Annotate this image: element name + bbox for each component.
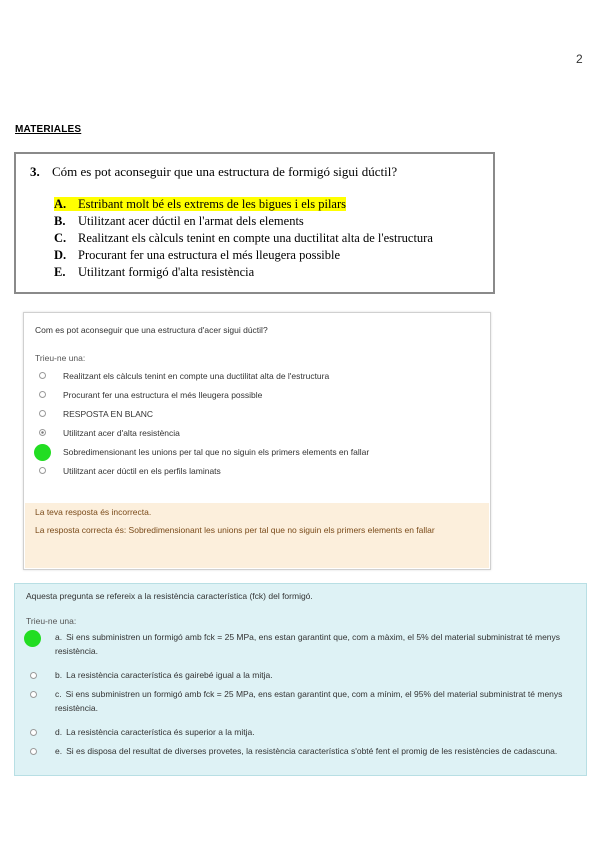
radio-button[interactable] bbox=[39, 467, 46, 474]
feedback-incorrect: La teva resposta és incorrecta. bbox=[35, 507, 152, 517]
quiz-option-selected[interactable] bbox=[37, 424, 369, 443]
exam-question bbox=[30, 164, 397, 180]
quiz-option[interactable] bbox=[27, 668, 577, 687]
quiz-options bbox=[27, 630, 577, 774]
radio-button[interactable] bbox=[39, 410, 46, 417]
exam-option-a bbox=[54, 196, 433, 213]
quiz-option-label: Si ens subministren un formigó amb fck = 25 MPa, ens estan garantint que, com a màxim, el 5% del material subministrat té menys resistència. bbox=[55, 632, 561, 656]
radio-button-checked[interactable] bbox=[39, 429, 46, 436]
exam-option-e bbox=[54, 264, 433, 281]
quiz-option-label: La resistència característica és gairebé igual a la mitja. bbox=[66, 670, 273, 680]
exam-option-text: Procurant fer una estructura el més lleugera possible bbox=[78, 248, 341, 262]
exam-option-text: Utilitzant formigó d'alta resistència bbox=[78, 265, 255, 279]
quiz-prompt: Trieu-ne una: bbox=[26, 616, 77, 626]
quiz-option-label: Si ens subministren un formigó amb fck = 25 MPa, ens estan garantint que, com a mínim, el 95% del material subministrat té menys resistència. bbox=[55, 689, 563, 713]
quiz-option[interactable] bbox=[37, 405, 369, 424]
exam-option-b bbox=[54, 213, 433, 230]
quiz-option[interactable] bbox=[27, 687, 577, 725]
exam-options bbox=[54, 196, 433, 281]
radio-button[interactable] bbox=[30, 672, 37, 679]
exam-option-c bbox=[54, 230, 433, 247]
quiz-prompt: Trieu-ne una: bbox=[35, 353, 86, 363]
quiz-option-label: Utilitzant acer d'alta resistència bbox=[63, 428, 180, 438]
quiz-option-label: Realitzant els càlculs tenint en compte una ductilitat alta de l'estructura bbox=[63, 371, 330, 381]
quiz-option[interactable] bbox=[37, 386, 369, 405]
radio-button[interactable] bbox=[30, 729, 37, 736]
feedback-correct-answer: La resposta correcta és: Sobredimensionant les unions per tal que no siguin els primers elements en fallar bbox=[35, 525, 435, 535]
quiz-option-label: RESPOSTA EN BLANC bbox=[63, 409, 154, 419]
correct-marker-icon bbox=[34, 444, 51, 461]
quiz-option-label: Procurant fer una estructura el més lleugera possible bbox=[63, 390, 263, 400]
quiz-option-letter: e. bbox=[55, 746, 63, 756]
quiz-option-label: Si es disposa del resultat de diverses provetes, la resistència característica s'obté fent el promig de les resistències de cadascuna. bbox=[66, 746, 558, 756]
exam-option-text: Realitzant els càlculs tenint en compte una ductilitat alta de l'estructura bbox=[78, 231, 433, 245]
quiz-option-letter: d. bbox=[55, 727, 63, 737]
correct-marker-icon bbox=[24, 630, 41, 647]
radio-button[interactable] bbox=[39, 372, 46, 379]
quiz-option[interactable] bbox=[37, 367, 369, 386]
exam-option-text: Estribant molt bé els extrems de les bigues i els pilars bbox=[78, 197, 346, 211]
quiz-question-text: Com es pot aconseguir que una estructura d'acer sigui dúctil? bbox=[35, 325, 268, 335]
exam-option-letter: B. bbox=[54, 214, 66, 228]
quiz-feedback bbox=[35, 507, 480, 537]
quiz-question-text: Aquesta pregunta se refereix a la resistència característica (fck) del formigó. bbox=[26, 591, 313, 601]
exam-option-d bbox=[54, 247, 433, 264]
quiz-question-2 bbox=[14, 583, 587, 776]
exam-option-letter: E. bbox=[54, 265, 66, 279]
quiz-option-label: Sobredimensionant les unions per tal que no siguin els primers elements en fallar bbox=[63, 447, 370, 457]
quiz-question-1 bbox=[23, 312, 491, 570]
quiz-option-letter: a. bbox=[55, 632, 63, 642]
quiz-option-correct[interactable] bbox=[27, 630, 577, 668]
radio-button[interactable] bbox=[30, 691, 37, 698]
quiz-option-correct[interactable] bbox=[37, 443, 369, 462]
quiz-option-letter: b. bbox=[55, 670, 63, 680]
exam-question-number: 3. bbox=[30, 164, 40, 179]
quiz-option-label: Utilitzant acer dúctil en els perfils laminats bbox=[63, 466, 221, 476]
exam-option-letter: D. bbox=[54, 248, 67, 262]
radio-button[interactable] bbox=[39, 391, 46, 398]
quiz-option-letter: c. bbox=[55, 689, 62, 699]
quiz-option-label: La resistència característica és superior a la mitja. bbox=[66, 727, 255, 737]
exam-option-text: Utilitzant acer dúctil en l'armat dels elements bbox=[78, 214, 304, 228]
exam-option-letter: A. bbox=[54, 197, 67, 211]
exam-question-text: Cóm es pot aconseguir que una estructura de formigó sigui dúctil? bbox=[52, 164, 398, 179]
quiz-option[interactable] bbox=[37, 462, 369, 481]
radio-button[interactable] bbox=[30, 748, 37, 755]
section-heading: MATERIALES bbox=[15, 124, 82, 135]
quiz-option[interactable] bbox=[27, 744, 577, 774]
quiz-options bbox=[37, 367, 369, 481]
exam-question-box bbox=[14, 152, 495, 294]
page-number: 2 bbox=[576, 52, 583, 66]
quiz-option[interactable] bbox=[27, 725, 577, 744]
exam-option-letter: C. bbox=[54, 231, 67, 245]
